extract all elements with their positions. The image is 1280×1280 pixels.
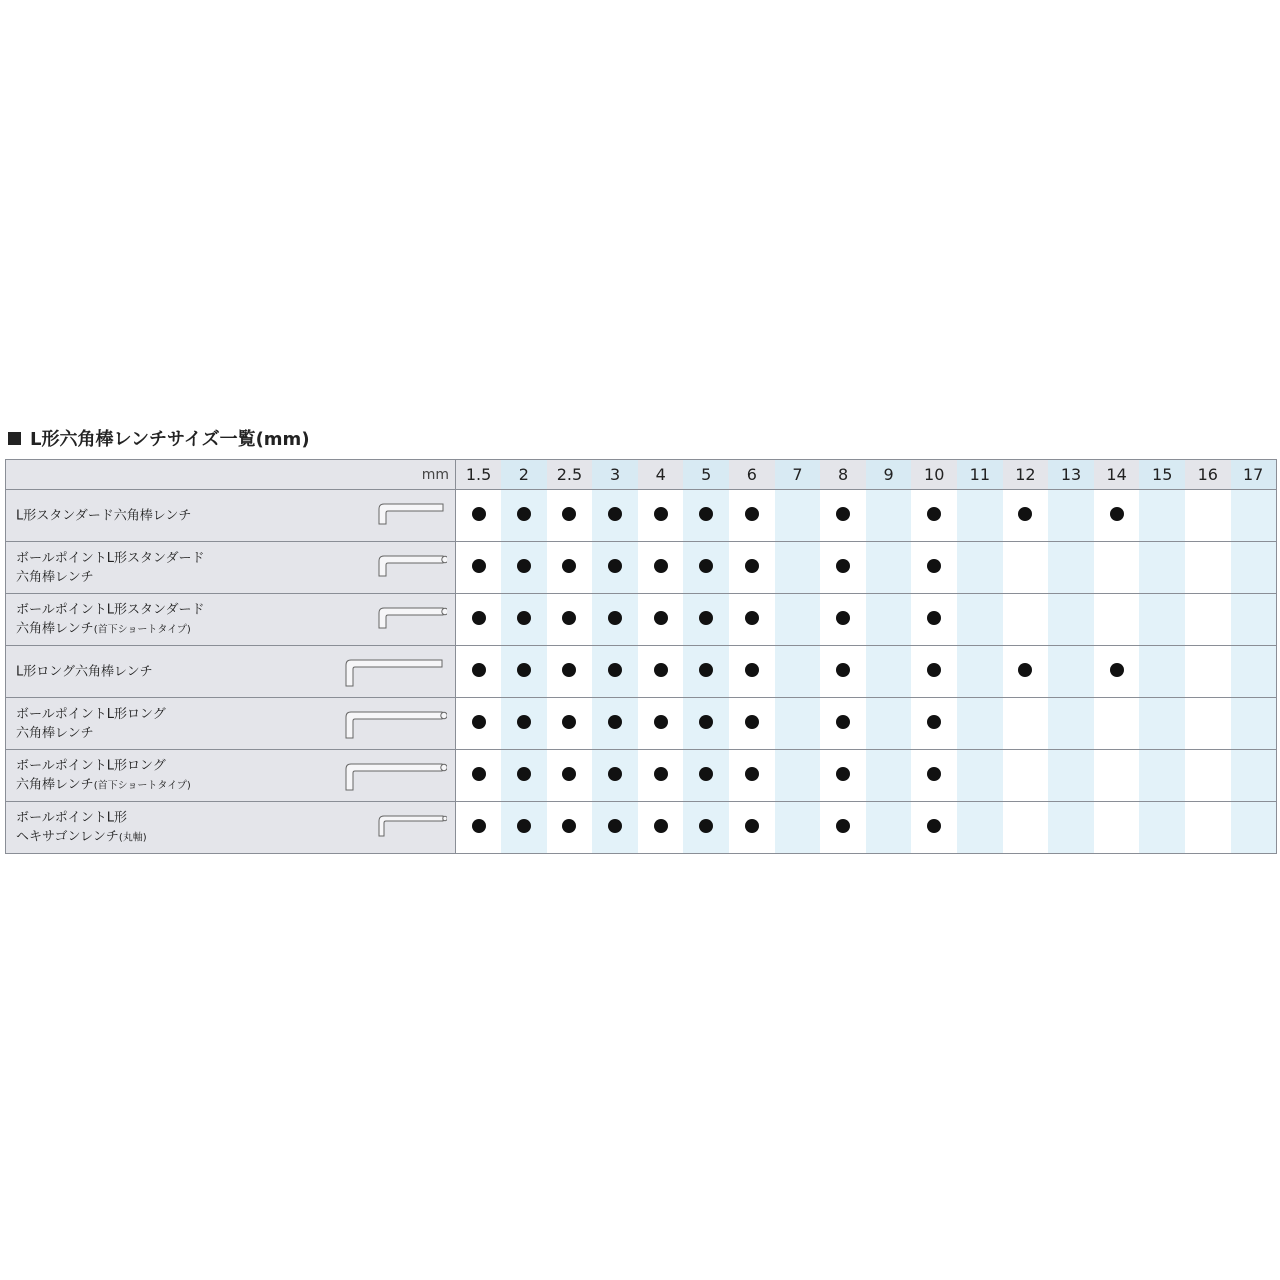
table-row bbox=[6, 594, 1277, 646]
product-note: (首下ショートタイプ) bbox=[93, 624, 191, 635]
size-cell-3 bbox=[592, 646, 638, 698]
availability-dot-icon bbox=[517, 507, 531, 521]
size-cell-7 bbox=[775, 594, 821, 646]
availability-dot-icon bbox=[836, 611, 850, 625]
availability-dot-icon bbox=[654, 507, 668, 521]
availability-dot-icon bbox=[562, 819, 576, 833]
size-cell-7 bbox=[775, 802, 821, 854]
size-cell-1-5 bbox=[456, 750, 502, 802]
product-name bbox=[16, 808, 147, 847]
availability-dot-icon bbox=[472, 715, 486, 729]
size-header-row bbox=[6, 460, 1277, 490]
size-header-6: 6 bbox=[729, 460, 775, 490]
availability-dot-icon bbox=[699, 819, 713, 833]
size-cell-17 bbox=[1231, 542, 1277, 594]
size-cell-9 bbox=[866, 802, 912, 854]
availability-dot-icon bbox=[836, 715, 850, 729]
size-header-17: 17 bbox=[1231, 460, 1277, 490]
product-note: (首下ショートタイプ) bbox=[93, 780, 191, 791]
size-cell-5 bbox=[683, 698, 729, 750]
size-cell-8 bbox=[820, 750, 866, 802]
size-cell-17 bbox=[1231, 750, 1277, 802]
size-cell-12 bbox=[1003, 594, 1049, 646]
size-cell-8 bbox=[820, 802, 866, 854]
availability-dot-icon bbox=[927, 767, 941, 781]
product-name-line-2-text: 六角棒レンチ bbox=[16, 725, 94, 741]
size-cell-3 bbox=[592, 750, 638, 802]
size-header-8: 8 bbox=[820, 460, 866, 490]
size-cell-10 bbox=[911, 542, 957, 594]
size-cell-5 bbox=[683, 646, 729, 698]
availability-dot-icon bbox=[745, 507, 759, 521]
availability-dot-icon bbox=[472, 819, 486, 833]
product-name-line-2 bbox=[16, 568, 204, 587]
size-header-15: 15 bbox=[1139, 460, 1185, 490]
availability-dot-icon bbox=[608, 559, 622, 573]
size-cell-8 bbox=[820, 646, 866, 698]
size-cell-13 bbox=[1048, 594, 1094, 646]
product-name-line-1: ボールポイントL形ロング bbox=[16, 706, 166, 722]
size-cell-2-5 bbox=[547, 802, 593, 854]
size-cell-15 bbox=[1139, 542, 1185, 594]
size-header-9: 9 bbox=[866, 460, 912, 490]
size-cell-2-5 bbox=[547, 698, 593, 750]
availability-dot-icon bbox=[472, 767, 486, 781]
size-cell-14 bbox=[1094, 646, 1140, 698]
availability-dot-icon bbox=[1110, 663, 1124, 677]
size-cell-5 bbox=[683, 802, 729, 854]
size-cell-10 bbox=[911, 750, 957, 802]
size-cell-17 bbox=[1231, 594, 1277, 646]
size-cell-16 bbox=[1185, 594, 1231, 646]
availability-dot-icon bbox=[927, 663, 941, 677]
availability-dot-icon bbox=[517, 611, 531, 625]
product-name-cell bbox=[6, 698, 456, 750]
size-cell-16 bbox=[1185, 750, 1231, 802]
ball-point-standard-wrench-icon bbox=[375, 550, 447, 590]
size-header-4: 4 bbox=[638, 460, 684, 490]
size-cell-13 bbox=[1048, 646, 1094, 698]
product-name-cell bbox=[6, 750, 456, 802]
size-cell-11 bbox=[957, 646, 1003, 698]
size-cell-2-5 bbox=[547, 490, 593, 542]
size-cell-14 bbox=[1094, 594, 1140, 646]
product-name-line-1: ボールポイントL形スタンダード bbox=[16, 602, 205, 617]
table-row bbox=[6, 802, 1277, 854]
size-cell-9 bbox=[866, 542, 912, 594]
size-cell-16 bbox=[1185, 802, 1231, 854]
size-cell-8 bbox=[820, 490, 866, 542]
availability-dot-icon bbox=[472, 611, 486, 625]
availability-dot-icon bbox=[608, 819, 622, 833]
availability-dot-icon bbox=[1018, 507, 1032, 521]
size-cell-15 bbox=[1139, 646, 1185, 698]
availability-dot-icon bbox=[745, 663, 759, 677]
availability-dot-icon bbox=[517, 559, 531, 573]
size-cell-4 bbox=[638, 698, 684, 750]
availability-dot-icon bbox=[699, 611, 713, 625]
availability-dot-icon bbox=[836, 663, 850, 677]
size-cell-13 bbox=[1048, 698, 1094, 750]
size-cell-2-5 bbox=[547, 646, 593, 698]
size-header-14: 14 bbox=[1094, 460, 1140, 490]
product-note: (丸軸) bbox=[118, 832, 147, 843]
size-cell-5 bbox=[683, 490, 729, 542]
size-cell-2 bbox=[501, 646, 547, 698]
product-name bbox=[16, 600, 204, 639]
size-cell-17 bbox=[1231, 802, 1277, 854]
size-cell-6 bbox=[729, 698, 775, 750]
product-name-line-1: ボールポイントL形 bbox=[16, 810, 127, 825]
size-cell-12 bbox=[1003, 698, 1049, 750]
unit-header: mm bbox=[6, 460, 456, 490]
size-cell-7 bbox=[775, 646, 821, 698]
ball-point-long-wrench-icon bbox=[342, 706, 447, 746]
size-cell-5 bbox=[683, 542, 729, 594]
size-cell-2 bbox=[501, 802, 547, 854]
size-cell-3 bbox=[592, 802, 638, 854]
availability-dot-icon bbox=[562, 715, 576, 729]
size-cell-4 bbox=[638, 802, 684, 854]
size-cell-7 bbox=[775, 698, 821, 750]
product-name-line-2-text: 六角棒レンチ bbox=[16, 569, 94, 585]
size-cell-2 bbox=[501, 490, 547, 542]
size-cell-1-5 bbox=[456, 698, 502, 750]
heading-text: L形六角棒レンチサイズ一覧(mm) bbox=[30, 429, 310, 450]
ball-point-standard-short-wrench-icon bbox=[375, 602, 447, 642]
size-cell-3 bbox=[592, 490, 638, 542]
size-cell-2 bbox=[501, 750, 547, 802]
size-cell-4 bbox=[638, 594, 684, 646]
size-cell-12 bbox=[1003, 490, 1049, 542]
size-cell-1-5 bbox=[456, 542, 502, 594]
availability-dot-icon bbox=[699, 715, 713, 729]
size-cell-2-5 bbox=[547, 750, 593, 802]
size-cell-3 bbox=[592, 594, 638, 646]
size-cell-1-5 bbox=[456, 802, 502, 854]
size-cell-15 bbox=[1139, 802, 1185, 854]
table-row bbox=[6, 490, 1277, 542]
size-cell-9 bbox=[866, 698, 912, 750]
size-cell-9 bbox=[866, 594, 912, 646]
size-cell-11 bbox=[957, 594, 1003, 646]
availability-dot-icon bbox=[472, 507, 486, 521]
availability-dot-icon bbox=[699, 507, 713, 521]
size-cell-11 bbox=[957, 802, 1003, 854]
availability-dot-icon bbox=[472, 663, 486, 677]
size-cell-16 bbox=[1185, 646, 1231, 698]
size-cell-13 bbox=[1048, 542, 1094, 594]
size-cell-10 bbox=[911, 698, 957, 750]
product-name-line-2-text: ヘキサゴンレンチ bbox=[16, 829, 119, 844]
size-cell-6 bbox=[729, 490, 775, 542]
size-cell-6 bbox=[729, 750, 775, 802]
size-cell-8 bbox=[820, 542, 866, 594]
size-table bbox=[5, 459, 1277, 854]
size-cell-15 bbox=[1139, 594, 1185, 646]
availability-dot-icon bbox=[836, 559, 850, 573]
size-cell-15 bbox=[1139, 698, 1185, 750]
size-cell-15 bbox=[1139, 750, 1185, 802]
product-name-cell bbox=[6, 646, 456, 698]
product-name bbox=[16, 662, 153, 681]
availability-dot-icon bbox=[608, 767, 622, 781]
size-header-12: 12 bbox=[1003, 460, 1049, 490]
availability-dot-icon bbox=[836, 507, 850, 521]
availability-dot-icon bbox=[562, 663, 576, 677]
product-name bbox=[16, 506, 191, 525]
availability-dot-icon bbox=[517, 819, 531, 833]
availability-dot-icon bbox=[927, 819, 941, 833]
availability-dot-icon bbox=[745, 559, 759, 573]
size-cell-8 bbox=[820, 594, 866, 646]
availability-dot-icon bbox=[1018, 663, 1032, 677]
size-cell-9 bbox=[866, 490, 912, 542]
size-cell-9 bbox=[866, 646, 912, 698]
availability-dot-icon bbox=[654, 663, 668, 677]
product-name-cell bbox=[6, 542, 456, 594]
size-cell-14 bbox=[1094, 698, 1140, 750]
availability-dot-icon bbox=[517, 715, 531, 729]
availability-dot-icon bbox=[562, 611, 576, 625]
size-cell-13 bbox=[1048, 750, 1094, 802]
size-cell-15 bbox=[1139, 490, 1185, 542]
product-name-line-1: L形ロング六角棒レンチ bbox=[16, 664, 153, 679]
availability-dot-icon bbox=[517, 767, 531, 781]
ball-point-long-short-wrench-icon bbox=[342, 758, 447, 798]
product-name-line-2-text: 六角棒レンチ bbox=[16, 621, 94, 636]
size-cell-10 bbox=[911, 802, 957, 854]
size-cell-7 bbox=[775, 542, 821, 594]
size-cell-11 bbox=[957, 490, 1003, 542]
availability-dot-icon bbox=[608, 715, 622, 729]
availability-dot-icon bbox=[608, 611, 622, 625]
availability-dot-icon bbox=[1110, 507, 1124, 521]
size-cell-5 bbox=[683, 594, 729, 646]
size-cell-10 bbox=[911, 490, 957, 542]
availability-dot-icon bbox=[745, 715, 759, 729]
standard-l-wrench-icon bbox=[375, 498, 447, 538]
availability-dot-icon bbox=[745, 819, 759, 833]
table-row bbox=[6, 698, 1277, 750]
product-name-cell bbox=[6, 802, 456, 854]
size-cell-2-5 bbox=[547, 594, 593, 646]
availability-dot-icon bbox=[654, 715, 668, 729]
product-name-line-2 bbox=[16, 827, 147, 847]
long-l-wrench-icon bbox=[342, 654, 447, 694]
availability-dot-icon bbox=[927, 507, 941, 521]
product-name-cell bbox=[6, 594, 456, 646]
availability-dot-icon bbox=[562, 559, 576, 573]
size-cell-10 bbox=[911, 646, 957, 698]
size-cell-7 bbox=[775, 750, 821, 802]
size-cell-14 bbox=[1094, 490, 1140, 542]
availability-dot-icon bbox=[472, 559, 486, 573]
size-cell-11 bbox=[957, 698, 1003, 750]
size-cell-10 bbox=[911, 594, 957, 646]
size-header-3: 3 bbox=[592, 460, 638, 490]
availability-dot-icon bbox=[745, 767, 759, 781]
size-cell-6 bbox=[729, 802, 775, 854]
size-cell-14 bbox=[1094, 750, 1140, 802]
size-cell-5 bbox=[683, 750, 729, 802]
size-cell-1-5 bbox=[456, 490, 502, 542]
size-header-16: 16 bbox=[1185, 460, 1231, 490]
product-name-line-1: L形スタンダード六角棒レンチ bbox=[16, 508, 192, 523]
table-row bbox=[6, 646, 1277, 698]
size-cell-14 bbox=[1094, 542, 1140, 594]
availability-dot-icon bbox=[562, 767, 576, 781]
size-cell-9 bbox=[866, 750, 912, 802]
availability-dot-icon bbox=[699, 663, 713, 677]
heading-square-icon bbox=[8, 432, 21, 445]
size-header-10: 10 bbox=[911, 460, 957, 490]
size-cell-17 bbox=[1231, 646, 1277, 698]
product-name bbox=[16, 705, 166, 743]
availability-dot-icon bbox=[608, 507, 622, 521]
ball-point-hexagon-round-shaft-wrench-icon bbox=[375, 810, 447, 850]
size-cell-7 bbox=[775, 490, 821, 542]
availability-dot-icon bbox=[654, 767, 668, 781]
availability-dot-icon bbox=[836, 767, 850, 781]
size-cell-11 bbox=[957, 542, 1003, 594]
size-cell-4 bbox=[638, 542, 684, 594]
size-cell-2-5 bbox=[547, 542, 593, 594]
size-cell-11 bbox=[957, 750, 1003, 802]
size-header-2-5: 2.5 bbox=[547, 460, 593, 490]
size-cell-4 bbox=[638, 750, 684, 802]
size-cell-6 bbox=[729, 542, 775, 594]
size-cell-12 bbox=[1003, 542, 1049, 594]
size-cell-6 bbox=[729, 594, 775, 646]
size-cell-1-5 bbox=[456, 594, 502, 646]
size-cell-16 bbox=[1185, 698, 1231, 750]
size-cell-13 bbox=[1048, 802, 1094, 854]
availability-dot-icon bbox=[836, 819, 850, 833]
product-name bbox=[16, 756, 191, 795]
table-row bbox=[6, 750, 1277, 802]
size-cell-8 bbox=[820, 698, 866, 750]
availability-dot-icon bbox=[927, 715, 941, 729]
size-cell-3 bbox=[592, 542, 638, 594]
size-header-11: 11 bbox=[957, 460, 1003, 490]
size-cell-17 bbox=[1231, 490, 1277, 542]
size-cell-16 bbox=[1185, 490, 1231, 542]
availability-dot-icon bbox=[927, 611, 941, 625]
product-name bbox=[16, 549, 204, 587]
size-header-1-5: 1.5 bbox=[456, 460, 502, 490]
size-cell-3 bbox=[592, 698, 638, 750]
product-name-cell bbox=[6, 490, 456, 542]
product-name-line-2 bbox=[16, 724, 166, 743]
size-header-5: 5 bbox=[683, 460, 729, 490]
availability-dot-icon bbox=[562, 507, 576, 521]
availability-dot-icon bbox=[699, 559, 713, 573]
product-name-line-1: ボールポイントL形ロング bbox=[16, 758, 166, 773]
product-name-line-2 bbox=[16, 775, 191, 795]
size-cell-14 bbox=[1094, 802, 1140, 854]
size-cell-4 bbox=[638, 646, 684, 698]
product-name-line-2 bbox=[16, 619, 204, 639]
size-cell-2 bbox=[501, 594, 547, 646]
size-header-2: 2 bbox=[501, 460, 547, 490]
table-row bbox=[6, 542, 1277, 594]
size-cell-13 bbox=[1048, 490, 1094, 542]
size-cell-12 bbox=[1003, 802, 1049, 854]
size-cell-2 bbox=[501, 698, 547, 750]
product-name-line-1: ボールポイントL形スタンダード bbox=[16, 550, 205, 566]
size-cell-12 bbox=[1003, 750, 1049, 802]
availability-dot-icon bbox=[654, 819, 668, 833]
size-cell-2 bbox=[501, 542, 547, 594]
size-cell-16 bbox=[1185, 542, 1231, 594]
availability-dot-icon bbox=[745, 611, 759, 625]
size-header-13: 13 bbox=[1048, 460, 1094, 490]
size-cell-12 bbox=[1003, 646, 1049, 698]
availability-dot-icon bbox=[608, 663, 622, 677]
availability-dot-icon bbox=[699, 767, 713, 781]
availability-dot-icon bbox=[654, 559, 668, 573]
availability-dot-icon bbox=[517, 663, 531, 677]
size-cell-17 bbox=[1231, 698, 1277, 750]
product-name-line-2-text: 六角棒レンチ bbox=[16, 777, 94, 792]
size-cell-4 bbox=[638, 490, 684, 542]
size-header-7: 7 bbox=[775, 460, 821, 490]
availability-dot-icon bbox=[927, 559, 941, 573]
size-cell-6 bbox=[729, 646, 775, 698]
chart-heading bbox=[8, 425, 310, 451]
size-cell-1-5 bbox=[456, 646, 502, 698]
availability-dot-icon bbox=[654, 611, 668, 625]
